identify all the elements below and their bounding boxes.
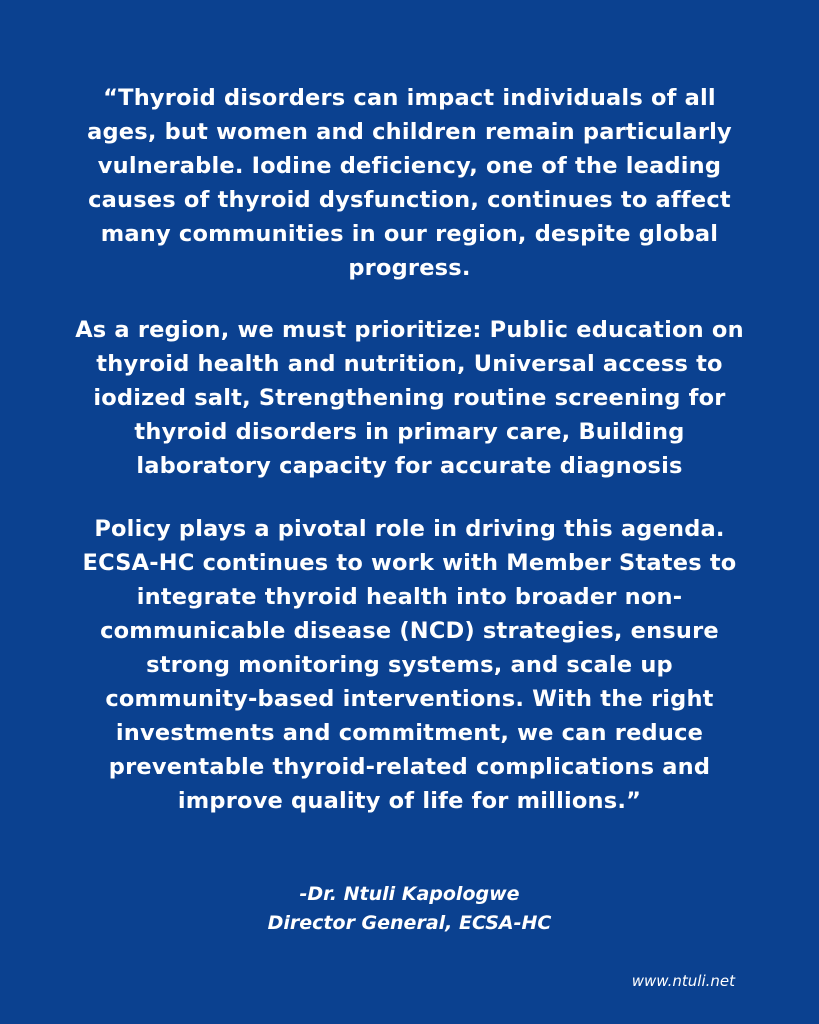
attribution-title: Director General, ECSA-HC <box>267 912 552 934</box>
quote-paragraph-1: “Thyroid disorders can impact individuals of all ages, but women and children remain particularly vulnerable. Iodine deficiency, one of the leading causes of thyroid dysfunction, continues to affect many communities in our region, despite global progress. <box>87 85 732 281</box>
quote-paragraph-2: As a region, we must prioritize: Public education on thyroid health and nutrition, Universal access to iodized salt, Strengthening routine screening for thyroid disorders in primary care, Building laboratory capacity for accurate diagnosis <box>75 317 744 479</box>
quote-paragraph-3: Policy plays a pivotal role in driving this agenda. ECSA-HC continues to work with Member States to integrate thyroid health into broader non-communicable disease (NCD) strategies, ensure strong monitoring systems, and scale up community-based interventions. With the right investments and commitment, we can reduce preventable thyroid-related complications and improve quality of life for millions.” <box>82 516 737 814</box>
website-url: www.ntuli.net <box>631 972 735 990</box>
attribution-name: -Dr. Ntuli Kapologwe <box>299 883 520 905</box>
